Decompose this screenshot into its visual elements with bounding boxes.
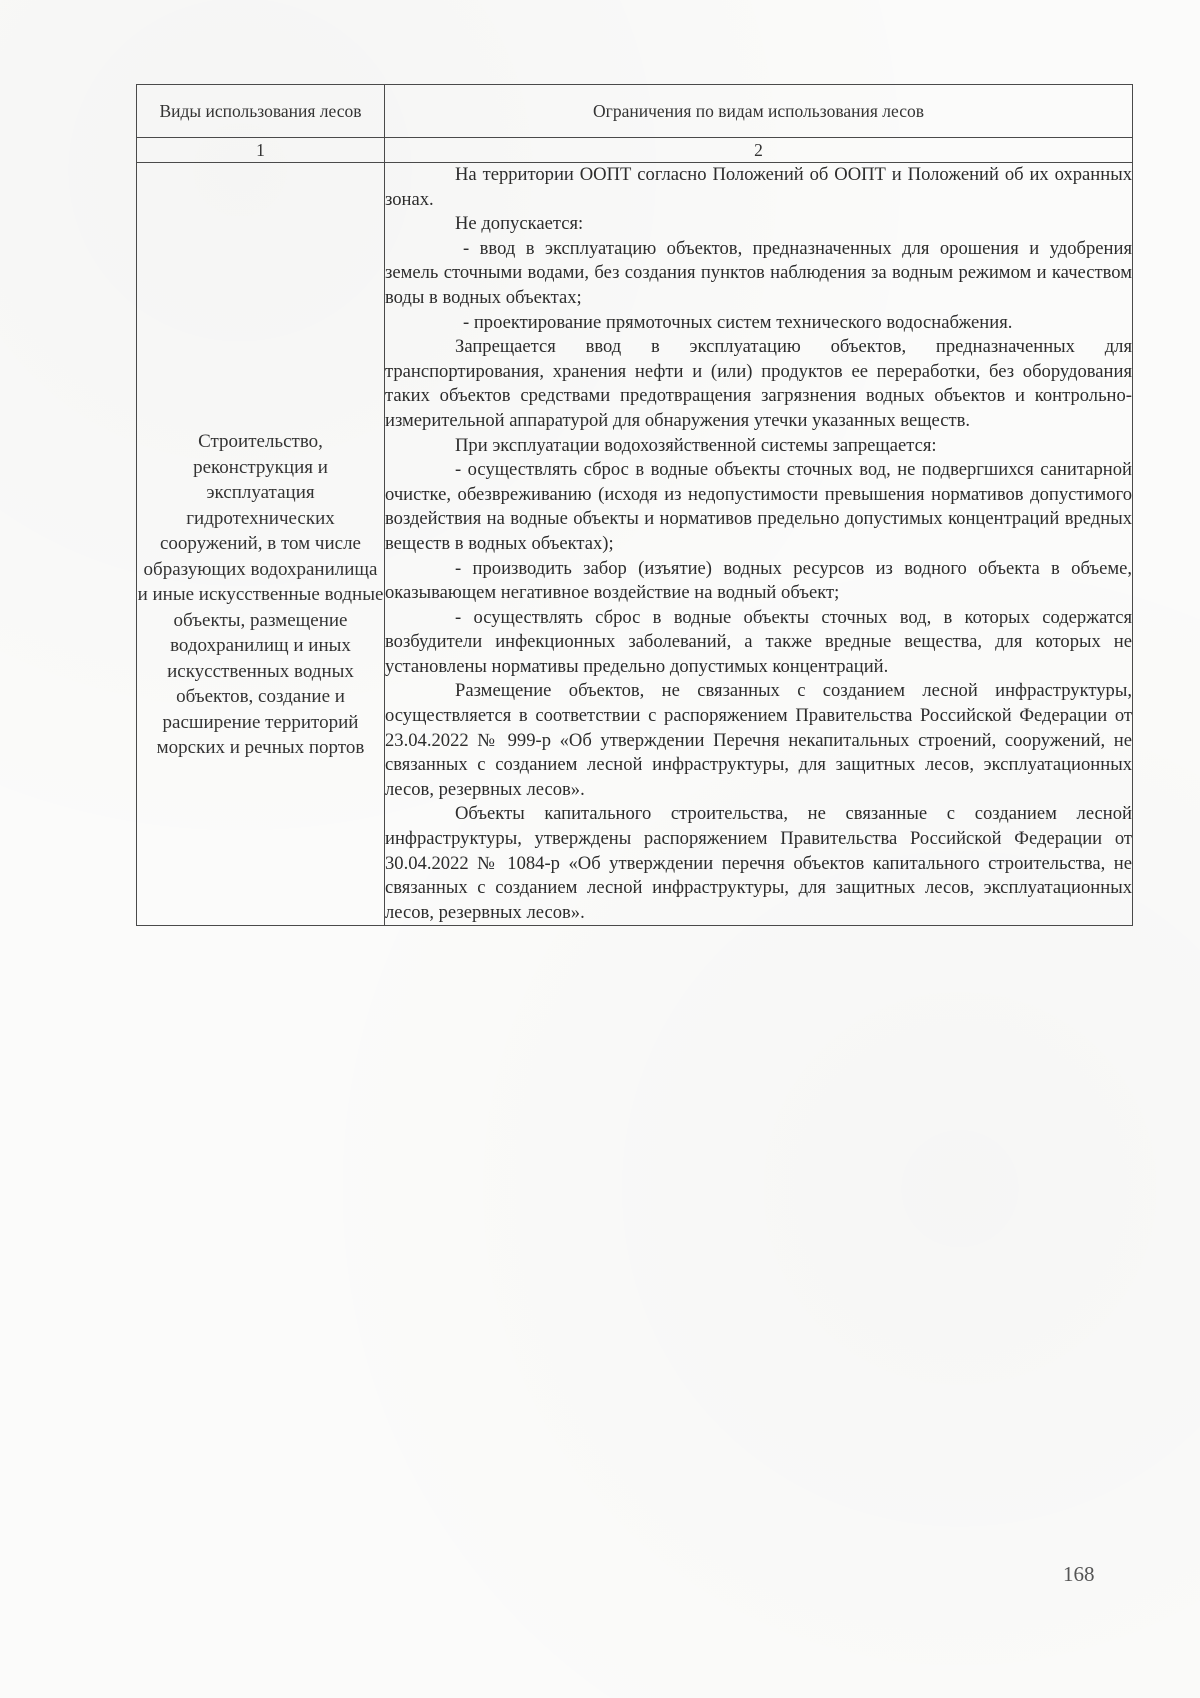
header-restrictions: Ограничения по видам использования лесов: [385, 85, 1133, 138]
table-header-row: [137, 85, 1133, 138]
restriction-paragraph: - осуществлять сброс в водные объекты сточных вод, в которых содержатся возбудители инфекционных заболеваний, а также вредные вещества, для которых не установлены нормативы предельно допустимых концентраций.: [385, 606, 1132, 677]
header-forest-use-types: Виды использования лесов: [137, 85, 385, 138]
forest-use-restrictions-table: [136, 84, 1133, 926]
restriction-paragraph: Запрещается ввод в эксплуатацию объектов, предназначенных для транспортирования, хранения нефти и (или) продуктов ее переработки, без оборудования таких объектов средствами предотвращения загрязнения водных объектов и контрольно-измерительной аппаратурой для обнаружения утечки указанных веществ.: [385, 336, 1132, 431]
restriction-paragraph: Размещение объектов, не связанных с созданием лесной инфраструктуры, осуществляется в соответствии с распоряжением Правительства Российской Федерации от 23.04.2022 № 999-р «Об утверждении Перечня некапитальных строений, сооружений, не связанных с созданием лесной инфраструктуры, для защитных лесов, эксплуатационных лесов, резервных лесов».: [385, 680, 1132, 800]
restriction-paragraph: При эксплуатации водохозяйственной системы запрещается:: [455, 434, 937, 456]
restriction-paragraph: - ввод в эксплуатацию объектов, предназначенных для орошения и удобрения земель сточными водами, без создания пунктов наблюдения за водным режимом и качеством воды в водных объектах;: [385, 237, 1132, 308]
table-row: [137, 163, 1133, 926]
restrictions-cell: [385, 163, 1133, 926]
forest-use-type-cell: [137, 163, 385, 926]
restriction-paragraph: - проектирование прямоточных систем технического водоснабжения.: [463, 311, 1013, 333]
column-number-1: 1: [137, 138, 385, 163]
restriction-paragraph: Не допускается:: [455, 213, 584, 235]
page-number: 168: [1063, 1562, 1095, 1586]
restriction-paragraph: - осуществлять сброс в водные объекты сточных вод, не подвергшихся санитарной очистке, обезвреживанию (исходя из недопустимости превышения нормативов допустимого воздействия на водные объекты и нормативов предельно допустимых концентраций вредных веществ в водных объектах);: [385, 459, 1132, 554]
column-number-row: [137, 138, 1133, 163]
restriction-paragraph: - производить забор (изъятие) водных ресурсов из водного объекта в объеме, оказывающем негативное воздействие на водный объект;: [385, 557, 1132, 604]
restriction-paragraph: Объекты капитального строительства, не связанные с созданием лесной инфраструктуры, утверждены распоряжением Правительства Российской Федерации от 30.04.2022 № 1084-р «Об утверждении перечня объектов капитального строительства, не связанных с созданием лесной инфраструктуры, для защитных лесов, эксплуатационных лесов, резервных лесов».: [385, 803, 1132, 923]
forest-use-type-text: Строительство, реконструкция и эксплуатация гидротехнических сооружений, в том числе образующих водохранилища и иные искусственные водные объекты, размещение водохранилищ и иных искусственных водных объектов, создание и расширение территорий морских и речных портов: [137, 431, 384, 758]
restriction-paragraph: На территории ООПТ согласно Положений об ООПТ и Положений об их охранных зонах.: [385, 164, 1132, 210]
column-number-2: 2: [385, 138, 1133, 163]
